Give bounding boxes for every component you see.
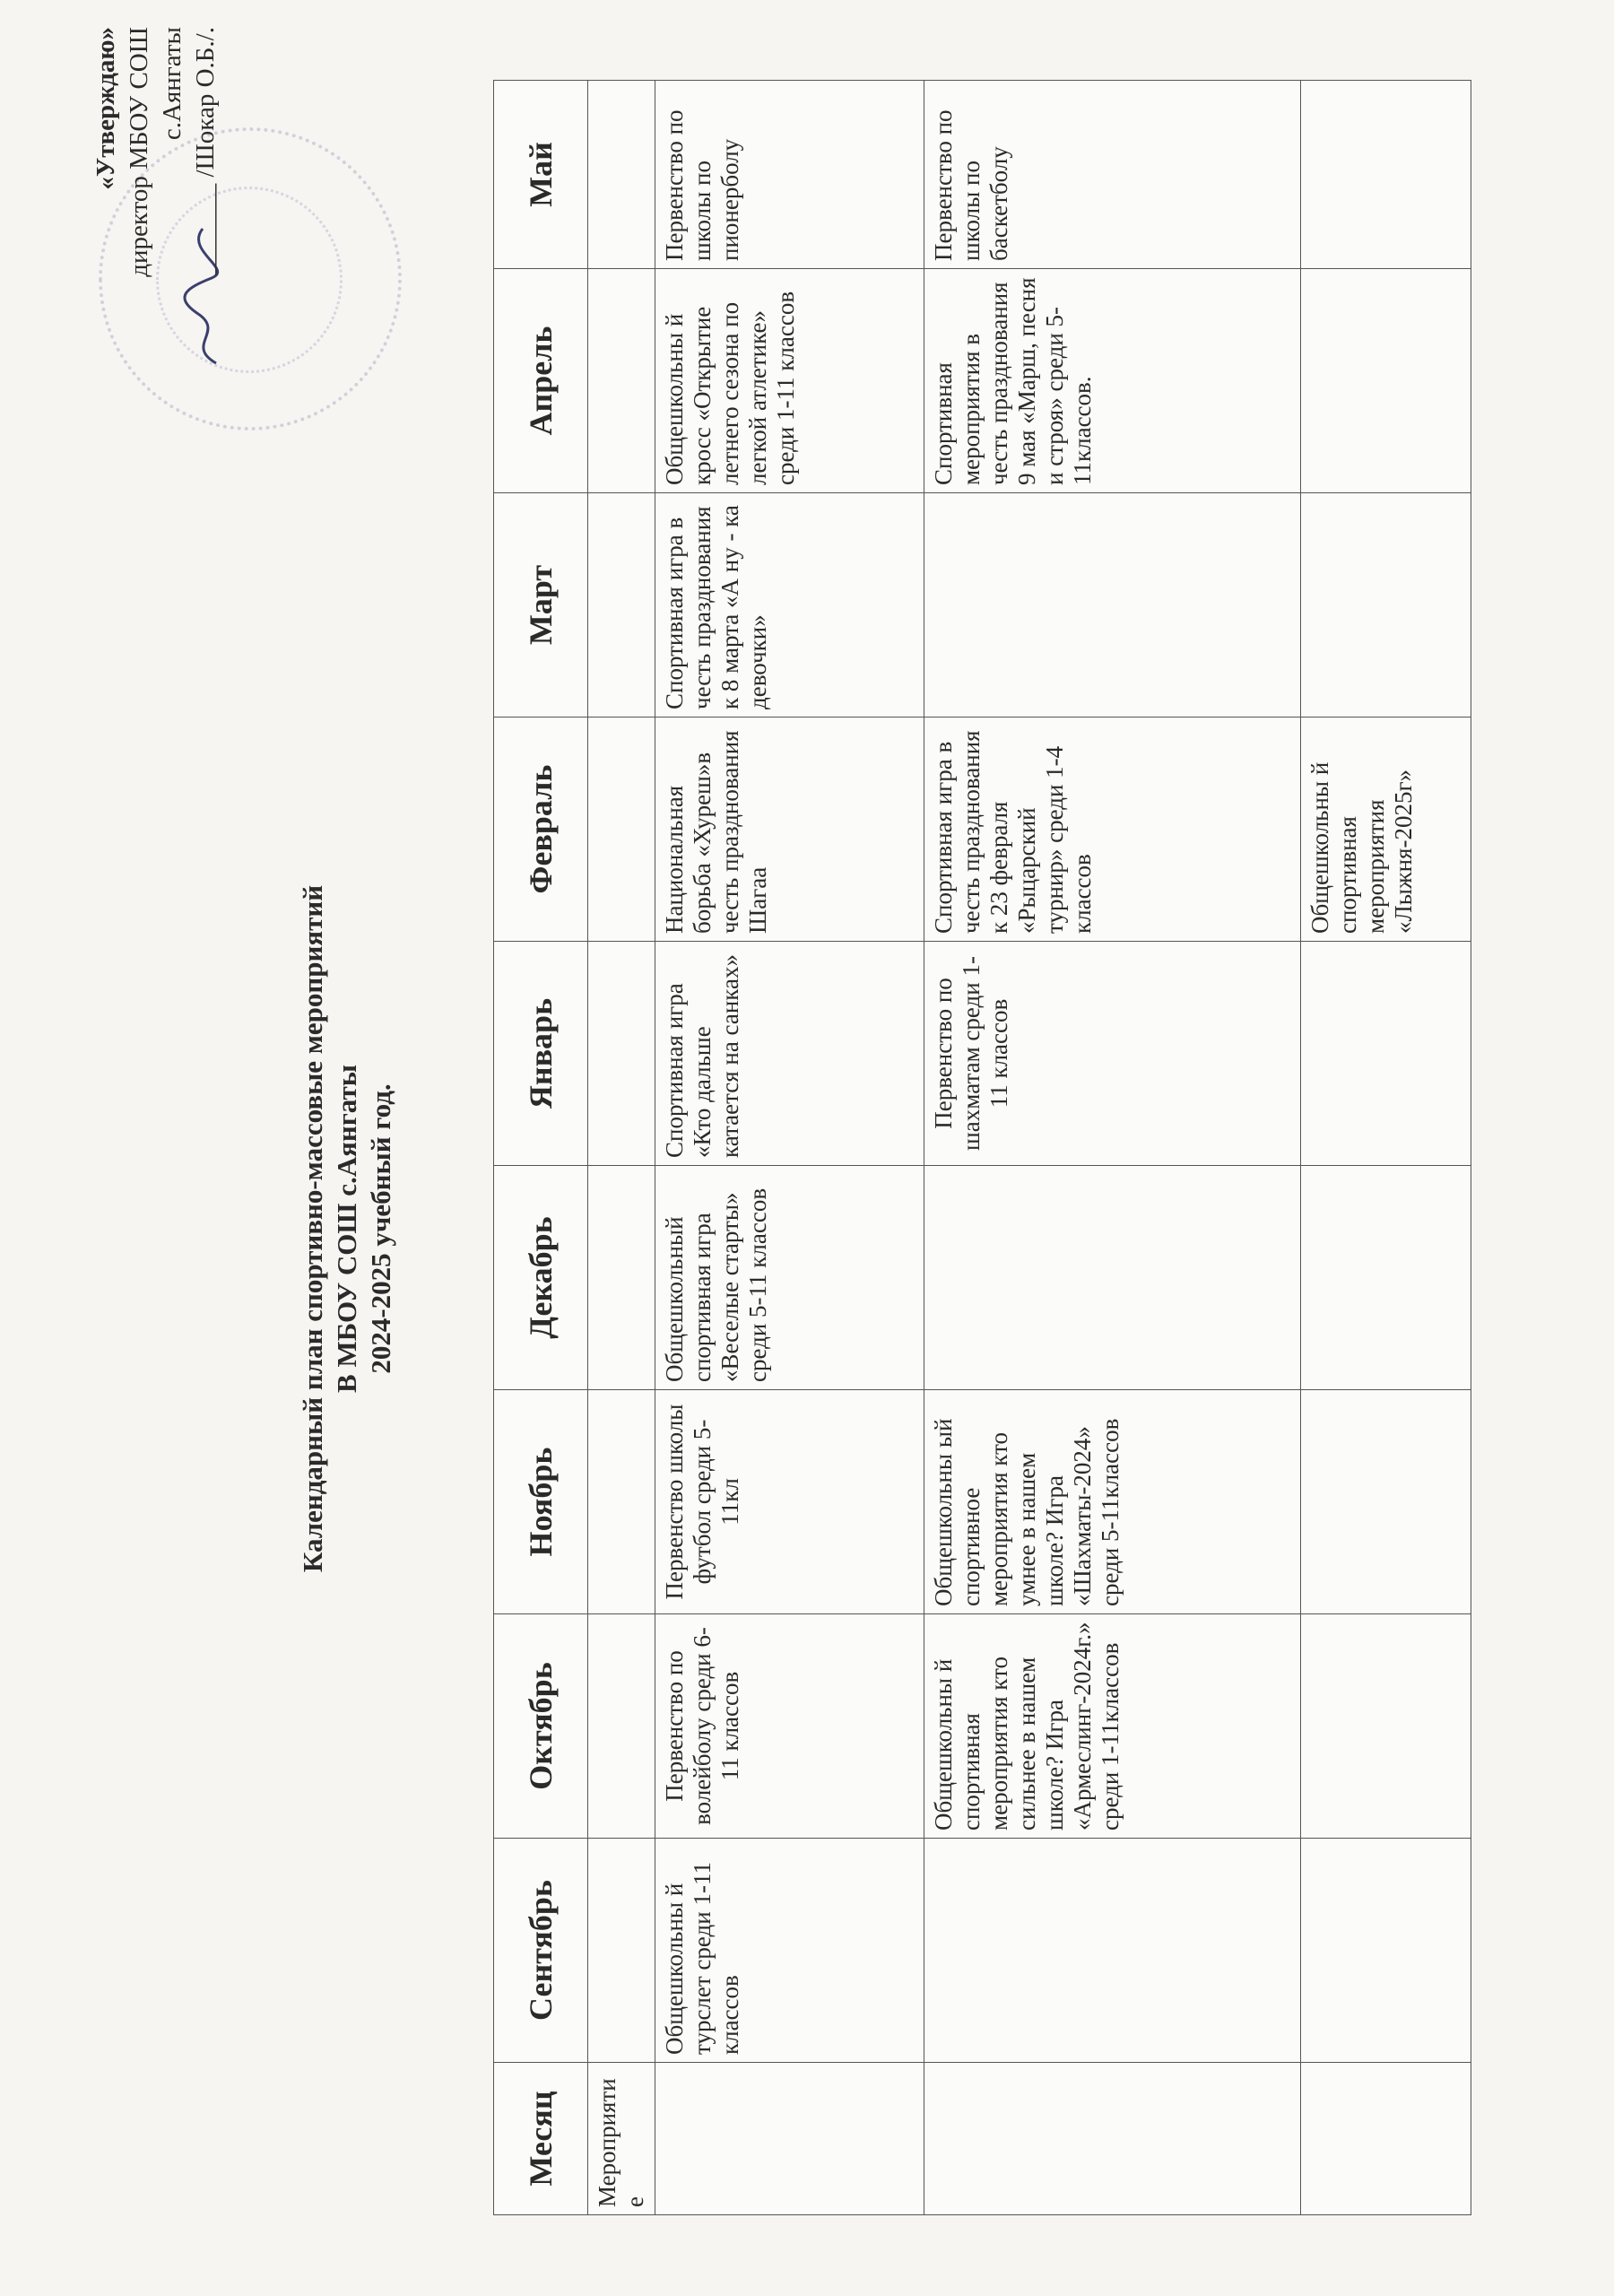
approval-title: «Утверждаю» <box>91 27 120 190</box>
event-cell: Первенство по школы по пионерболу <box>655 81 924 269</box>
month-header: Октябрь <box>494 1614 588 1839</box>
month-header: Февраль <box>494 718 588 942</box>
month-header: Апрель <box>494 269 588 493</box>
header-row <box>494 81 588 2215</box>
event-cell: Первенство по шахматам среди 1-11 классов <box>924 942 1301 1166</box>
event-cell: Первенство школы футбол среди 5-11кл <box>655 1390 924 1614</box>
table-cell <box>588 81 655 269</box>
event-cell <box>1301 269 1471 493</box>
table-row <box>655 81 924 2215</box>
event-cell: Спортивная мероприятия в честь празднования 9 мая «Марш, песня и строя» среди 5-11классов. <box>924 269 1301 493</box>
month-header: Ноябрь <box>494 1390 588 1614</box>
event-cell <box>1301 942 1471 1166</box>
row-label-cell <box>655 2063 924 2215</box>
row-label-cell <box>924 2063 1301 2215</box>
event-cell: Общешкольны й спортивная мероприятия «Лыжня-2025г» <box>1301 718 1471 942</box>
table-cell <box>588 269 655 493</box>
event-cell: Первенство по школы по баскетболу <box>924 81 1301 269</box>
event-cell <box>924 1839 1301 2063</box>
event-cell <box>1301 1390 1471 1614</box>
table-cell <box>588 718 655 942</box>
event-cell: Спортивная игра в честь празднования к 23 февраля «Рыцарский турнир» среди 1-4 классов <box>924 718 1301 942</box>
event-cell: Общешкольны й спортивная мероприятия кто сильнее в нашем школе? Игра «Армеслинг-2024г.» среди 1-11классов <box>924 1614 1301 1839</box>
document-title <box>296 735 398 1722</box>
event-cell: Общешкольный спортивная игра «Веселые старты» среди 5-11 классов <box>655 1166 924 1390</box>
approval-signature: _______ /Шокар О.Б./. <box>191 27 220 275</box>
month-header: Январь <box>494 942 588 1166</box>
event-cell: Первенство по волейболу среди 6-11 классов <box>655 1614 924 1839</box>
event-cell: Национальная борьба «Хуреш»в честь празднования Шагаа <box>655 718 924 942</box>
table-cell <box>588 1390 655 1614</box>
title-line-3: 2024-2025 учебный год. <box>365 1083 396 1374</box>
approval-position: директор МБОУ СОШ с.Аянгаты <box>125 27 187 277</box>
table-cell <box>588 1614 655 1839</box>
table-cell <box>588 942 655 1166</box>
month-header: Май <box>494 81 588 269</box>
month-header: Сентябрь <box>494 1839 588 2063</box>
month-header: Март <box>494 493 588 718</box>
event-cell <box>1301 1166 1471 1390</box>
month-header: Декабрь <box>494 1166 588 1390</box>
corner-header-event: Мероприятие <box>588 2063 655 2215</box>
event-cell: Общешкольны й турслет среди 1-11 классов <box>655 1839 924 2063</box>
event-cell: Спортивная игра «Кто дальше катается на санках» <box>655 942 924 1166</box>
event-cell: Общешкольны ый спортивное мероприятия кто умнее в нашем школе? Игра «Шахматы-2024» среди 5-11классов <box>924 1390 1301 1614</box>
event-cell: Спортивная игра в честь празднования к 8 марта «А ну - ка девочки» <box>655 493 924 718</box>
table-cell <box>588 1166 655 1390</box>
event-cell <box>1301 493 1471 718</box>
table-cell <box>588 493 655 718</box>
table-row <box>924 81 1301 2215</box>
table-row <box>1301 81 1471 2215</box>
event-cell <box>1301 81 1471 269</box>
event-cell <box>924 493 1301 718</box>
approval-block <box>90 9 222 395</box>
table-cell <box>588 1839 655 2063</box>
title-line-1: Календарный план спортивно-массовые мероприятий <box>297 884 328 1573</box>
title-line-2: В МБОУ СОШ с.Аянгаты <box>331 1065 362 1393</box>
corner-header-month: Месяц <box>494 2063 588 2215</box>
subheader-row <box>588 81 655 2215</box>
event-cell: Общешкольны й кросс «Открытие летнего сезона по легкой атлетике» среди 1-11 классов <box>655 269 924 493</box>
events-plan-table <box>493 80 1471 2215</box>
event-cell <box>1301 1614 1471 1839</box>
event-cell <box>1301 1839 1471 2063</box>
event-cell <box>924 1166 1301 1390</box>
row-label-cell <box>1301 2063 1471 2215</box>
